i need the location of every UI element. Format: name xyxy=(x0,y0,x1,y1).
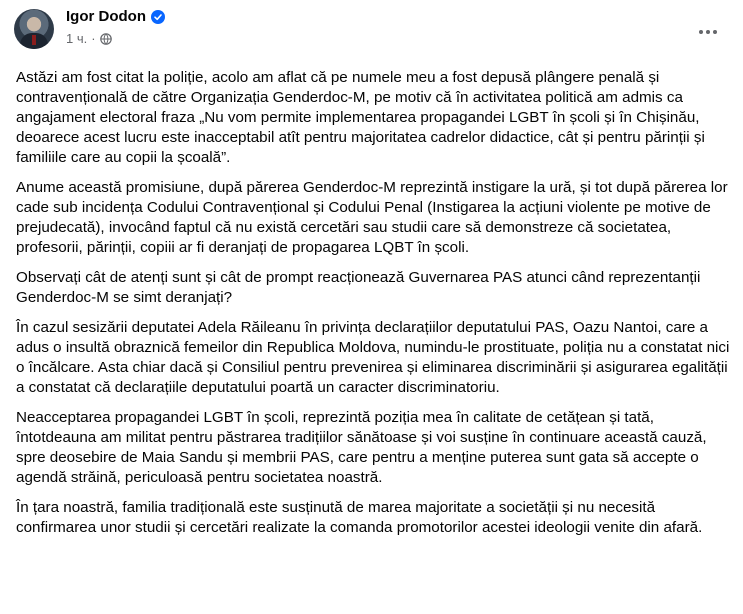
globe-icon[interactable] xyxy=(100,33,112,45)
more-dot xyxy=(706,30,710,34)
post-paragraph: Anume această promisiune, după părerea Genderdoc-M reprezintă instigare la ură, și tot după părerea lor cade sub incidența Codului Contravențional și Codului Penal (Instigarea la acțiuni violente pe motive de prejudecată), invocând faptul că nu există cercetări sau studii care să demonstreze că societatea, profesorii, părinții, copiii ar fi deranjați de propagarea LQBT în școli. xyxy=(16,179,728,256)
post-paragraph: În țara noastră, familia tradițională este susținută de marea majoritate a societății și nu necesită confirmarea unor studii și cercetări realizate la comanda promotorilor acestei ideologii venite din afară. xyxy=(16,499,703,536)
post-paragraph: Observați cât de atenți sunt și cât de prompt reacționează Guvernarea PAS atunci când reprezentanții Genderdoc-M se simt deranjați? xyxy=(16,269,701,306)
author-avatar[interactable] xyxy=(14,9,54,49)
author-name-row xyxy=(66,8,165,25)
more-options-icon[interactable] xyxy=(690,20,726,44)
post-paragraph: Neacceptarea propagandei LGBT în școli, reprezintă poziția mea în calitate de cetățean și tată, întotdeauna am militat pentru păstrarea tradițiilor sănătoase și voi susține în continuare această cauză, spre deosebire de Maia Sandu și membrii PAS, care pentru a menține puterea sunt gata să accepte o agendă străină, periculoasă pentru societatea noastră. xyxy=(16,409,707,486)
post-meta xyxy=(66,31,112,46)
post-header xyxy=(0,0,743,62)
meta-separator: · xyxy=(91,31,96,46)
post-timestamp[interactable]: 1 ч. xyxy=(66,31,88,46)
more-dot xyxy=(713,30,717,34)
post-paragraph: În cazul sesizării deputatei Adela Răileanu în privința declarațiilor deputatului PAS, Oazu Nantoi, care a adus o insultă obraznică femeilor din Republica Moldova, numindu-le prostituate, poliția nu a constatat nici o încălcare. Asta chiar dacă și Consiliul pentru prevenirea și eliminarea discriminării și asigurarea egalității a constatat că declarațiile deputatului poartă un caracter discriminatoriu. xyxy=(16,319,730,396)
post-body xyxy=(16,68,731,548)
author-name[interactable]: Igor Dodon xyxy=(66,8,146,25)
verified-badge-icon xyxy=(151,10,165,24)
avatar-tie xyxy=(32,35,36,45)
post-paragraph: Astăzi am fost citat la poliție, acolo am aflat că pe numele meu a fost depusă plângere penală și contravențională de către Organizația Genderdoc-M, pe motiv că în activitatea politică am admis ca angajament electoral fraza „Nu vom permite implementarea propagandei LGBT în școli și în Chișinău, deoarece acest lucru este inacceptabil atît pentru majoritatea cadrelor didactice, cât și pentru părinții și familiile care au copii la școală”. xyxy=(16,69,705,166)
more-dot xyxy=(699,30,703,34)
